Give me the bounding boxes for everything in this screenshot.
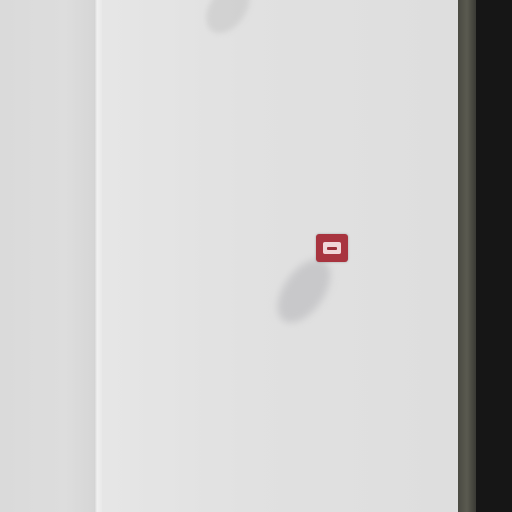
left-panel [0, 0, 94, 512]
dark-edge-strip [476, 0, 512, 512]
panel-divider[interactable] [94, 0, 102, 512]
main-panel [102, 0, 458, 512]
red-app-icon-bar [327, 247, 337, 250]
edge-frame [458, 0, 476, 512]
red-app-icon-inner [323, 242, 341, 254]
red-app-icon[interactable] [316, 234, 348, 262]
